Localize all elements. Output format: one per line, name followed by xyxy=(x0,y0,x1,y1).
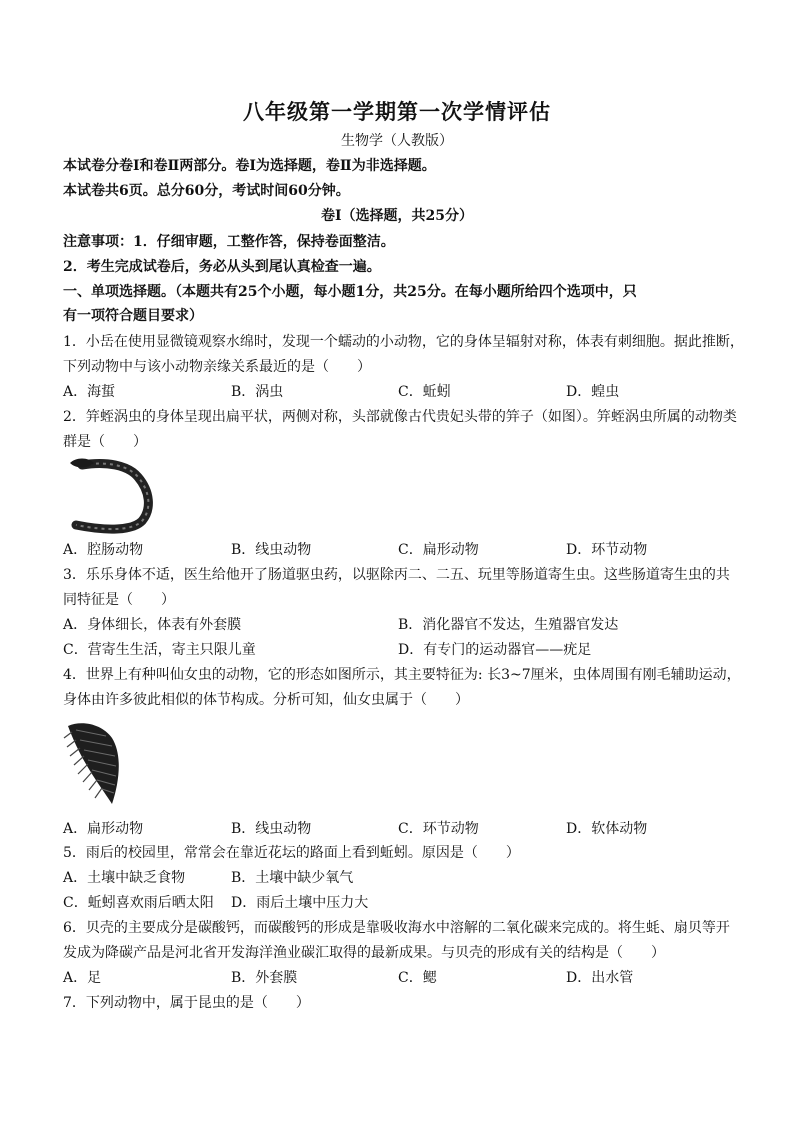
q6-stem-line-2: 发成为降碳产品是河北省开发海洋渔业碳汇取得的最新成果。与贝壳的形成有关的结构是（ ） xyxy=(63,945,665,961)
q4-option-c: C．环节动物 xyxy=(398,821,479,837)
q2-option-c: C．扁形动物 xyxy=(398,542,479,558)
q4-stem-line-2: 身体由许多彼此相似的体节构成。分析可知，仙女虫属于（ ） xyxy=(63,692,469,708)
q6-option-d: D．出水管 xyxy=(566,970,634,986)
intro-line-1: 本试卷分卷Ⅰ和卷Ⅱ两部分。卷Ⅰ为选择题，卷Ⅱ为非选择题。 xyxy=(63,158,436,174)
q6-option-b: B．外套膜 xyxy=(231,970,298,986)
q1-option-c: C．蚯蚓 xyxy=(398,384,451,400)
q6-stem-line-1: 6．贝壳的主要成分是碳酸钙，而碳酸钙的形成是靠吸收海水中溶解的二氧化碳来完成的。将生蚝、扇贝等开 xyxy=(63,920,730,936)
q3-option-a: A．身体细长，体表有外套膜 xyxy=(63,617,242,633)
part-instruction-line-2: 有一项符合题目要求） xyxy=(63,308,203,324)
q2-stem-line-1: 2．笄蛭涡虫的身体呈现出扁平状，两侧对称，头部就像古代贵妃头带的笄子（如图）。笄蛭涡虫所属的动物类 xyxy=(63,409,737,425)
exam-subtitle: 生物学（人教版） xyxy=(341,133,453,149)
flatworm-figure xyxy=(66,455,160,535)
q1-option-b: B．涡虫 xyxy=(231,384,284,400)
q5-option-b: B．土壤中缺少氧气 xyxy=(231,870,354,886)
q3-stem-line-1: 3．乐乐身体不适，医生给他开了肠道驱虫药，以驱除丙二、二五、玩里等肠道寄生虫。这些肠道寄生虫的共 xyxy=(63,567,730,583)
notice-line-2: 2．考生完成试卷后，务必从头到尾认真检查一遍。 xyxy=(63,259,381,275)
notice-line-1: 注意事项：1．仔细审题，工整作答，保持卷面整洁。 xyxy=(63,234,395,250)
q5-stem-line-1: 5．雨后的校园里，常常会在靠近花坛的路面上看到蚯蚓。原因是（ ） xyxy=(63,845,520,861)
q3-option-d: D．有专门的运动器官——疣足 xyxy=(398,642,592,658)
intro-line-2: 本试卷共6页。总分60分，考试时间60分钟。 xyxy=(63,183,350,199)
flatworm-body xyxy=(76,464,148,530)
q3-stem-line-2: 同特征是（ ） xyxy=(63,592,175,608)
q2-option-b: B．线虫动物 xyxy=(231,542,312,558)
exam-title: 八年级第一学期第一次学情评估 xyxy=(243,99,551,124)
q1-option-a: A．海蜇 xyxy=(63,384,116,400)
part-instruction-line-1: 一、单项选择题。（本题共有25个小题，每小题1分，共25分。在每小题所给四个选项中，只 xyxy=(63,284,637,300)
q7-stem-line-1: 7．下列动物中，属于昆虫的是（ ） xyxy=(63,995,310,1011)
q2-option-d: D．环节动物 xyxy=(566,542,648,558)
q6-option-a: A．足 xyxy=(63,970,102,986)
q4-option-d: D．软体动物 xyxy=(566,821,648,837)
q1-stem-line-1: 1．小岳在使用显微镜观察水绵时，发现一个蠕动的小动物，它的身体呈辐射对称，体表有刺细胞。据此推断， xyxy=(63,334,744,350)
q4-option-b: B．线虫动物 xyxy=(231,821,312,837)
section-heading: 卷Ⅰ（选择题，共25分） xyxy=(320,208,474,224)
fairy-worm-figure xyxy=(62,718,124,810)
q5-option-a: A．土壤中缺乏食物 xyxy=(63,870,186,886)
q3-option-c: C．营寄生生活，寄主只限儿童 xyxy=(63,642,256,658)
q6-option-c: C．鳃 xyxy=(398,970,437,986)
q5-option-c: C．蚯蚓喜欢雨后晒太阳 xyxy=(63,895,214,911)
q2-option-a: A．腔肠动物 xyxy=(63,542,144,558)
q1-stem-line-2: 下列动物中与该小动物亲缘关系最近的是（ ） xyxy=(63,359,371,375)
q5-option-d: D．雨后土壤中压力大 xyxy=(231,895,369,911)
q4-stem-line-1: 4．世界上有种叫仙女虫的动物，它的形态如图所示，其主要特征为: 长3~7厘米，虫体周围有刚毛辅助运动， xyxy=(63,667,741,683)
q4-option-a: A．扁形动物 xyxy=(63,821,144,837)
q3-option-b: B．消化器官不发达，生殖器官发达 xyxy=(398,617,619,633)
q2-stem-line-2: 群是（ ） xyxy=(63,434,147,450)
q1-option-d: D．蝗虫 xyxy=(566,384,620,400)
